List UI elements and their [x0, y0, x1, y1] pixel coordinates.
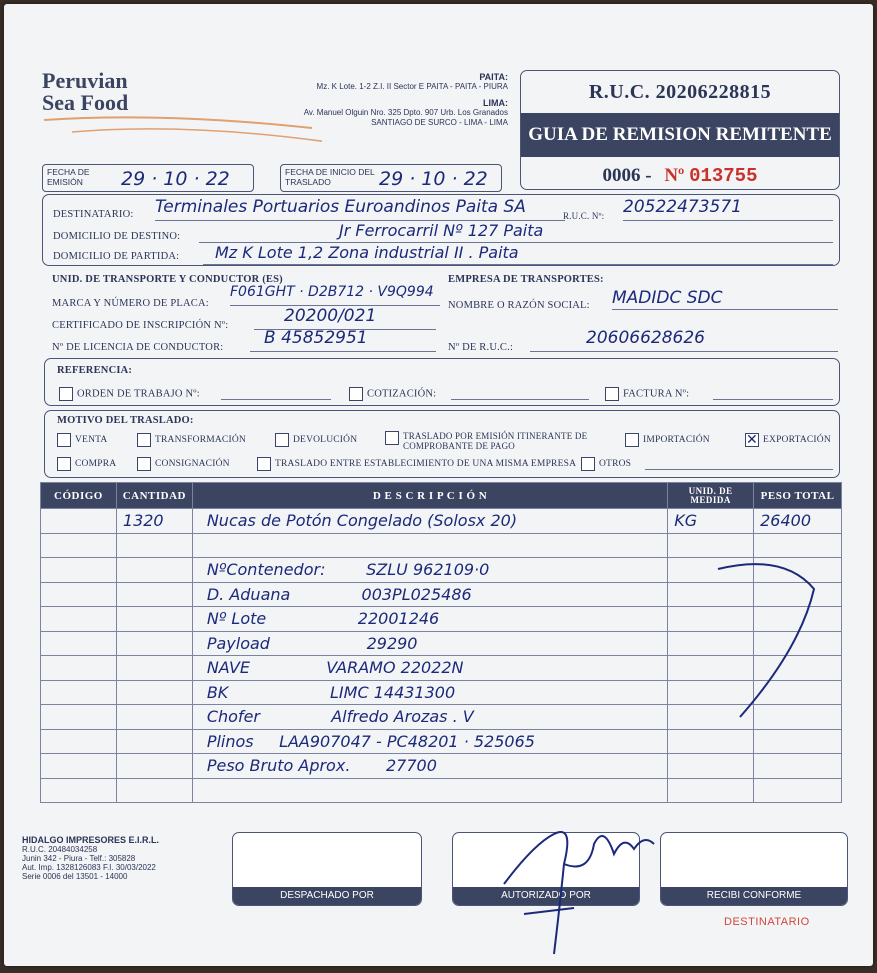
cell-desc: Payload 29290	[192, 631, 667, 656]
motive-consignacion[interactable]	[137, 457, 230, 471]
consignacion-label: CONSIGNACIÓN	[155, 459, 230, 470]
cell-unit: KG	[668, 509, 754, 534]
importacion-label: IMPORTACIÓN	[643, 435, 710, 446]
doc-title: GUIA DE REMISION REMITENTE	[521, 113, 839, 157]
dispatched-label: DESPACHADO POR	[233, 887, 421, 905]
authorized-label: AUTORIZADO POR	[453, 887, 639, 905]
order-line	[221, 399, 331, 400]
col-unit: UNID. DE MEDIDA	[668, 483, 754, 509]
consignacion-checkbox[interactable]	[137, 457, 151, 471]
cell-code	[41, 607, 117, 632]
doc-number-row	[521, 165, 839, 187]
cell-qty	[116, 754, 192, 779]
cert-label: CERTIFICADO DE INSCRIPCIÓN Nº:	[52, 320, 229, 331]
cell-unit	[668, 533, 754, 558]
cell-code	[41, 631, 117, 656]
quote-label: COTIZACIÓN:	[367, 388, 437, 400]
quote-line	[451, 399, 589, 400]
venta-checkbox[interactable]	[57, 433, 71, 447]
dest-label: DESTINATARIO:	[53, 209, 134, 220]
received-label: RECIBI CONFORME	[661, 887, 847, 905]
table-row	[41, 509, 842, 534]
motive-section	[44, 410, 840, 478]
cert-value: 20200/021	[254, 306, 436, 330]
reference-section	[44, 358, 840, 406]
transformacion-checkbox[interactable]	[137, 433, 151, 447]
cell-desc: Plinos LAA907047 - PC48201 · 525065	[192, 729, 667, 754]
otros-label: OTROS	[599, 459, 632, 470]
motive-venta[interactable]	[57, 433, 107, 447]
invoice-line	[713, 399, 833, 400]
start-date-value: 29 · 10 · 22	[379, 168, 488, 190]
cell-unit	[668, 729, 754, 754]
cell-qty	[116, 558, 192, 583]
quote-field[interactable]	[349, 387, 436, 401]
motive-transformacion[interactable]	[137, 433, 246, 447]
printer-aut: Aut. Imp. 1328126083 F.I. 30/03/2022	[22, 863, 156, 872]
lima-address2: SANTIAGO DE SURCO - LIMA - LIMA	[371, 118, 508, 127]
cell-desc	[192, 533, 667, 558]
cell-unit	[668, 778, 754, 803]
cell-desc	[192, 778, 667, 803]
devolucion-checkbox[interactable]	[275, 433, 289, 447]
origin-value: Mz K Lote 1,2 Zona industrial II . Paita	[203, 243, 833, 265]
invoice-field[interactable]	[605, 387, 689, 401]
mismo-checkbox[interactable]	[257, 457, 271, 471]
table-row	[41, 754, 842, 779]
plate-label: MARCA Y NÚMERO DE PLACA:	[52, 298, 209, 309]
printer-name: HIDALGO IMPRESORES E.I.R.L.	[22, 835, 160, 845]
ruc-box	[520, 70, 840, 190]
col-qty: CANTIDAD	[116, 483, 192, 509]
order-field[interactable]	[59, 387, 200, 401]
lima-address1: Av. Manuel Olguin Nro. 325 Dpto. 907 Urb. Los Granados	[303, 108, 508, 117]
table-row	[41, 729, 842, 754]
printer-info	[22, 836, 159, 881]
mismo-label: TRASLADO ENTRE ESTABLECIMIENTO DE UNA MISMA EMPRESA	[275, 459, 577, 470]
copy-label: DESTINATARIO	[724, 916, 810, 928]
dest-value: Terminales Portuarios Euroandinos Paita SA	[155, 197, 565, 221]
cell-qty	[116, 680, 192, 705]
table-row	[41, 778, 842, 803]
cell-code	[41, 558, 117, 583]
cell-qty	[116, 607, 192, 632]
cell-desc: BK LIMC 14431300	[192, 680, 667, 705]
motive-otros[interactable]	[581, 457, 631, 471]
dest-ruc-value: 20522473571	[623, 197, 833, 221]
start-date-label: FECHA DE INICIO DEL TRASLADO	[285, 167, 375, 187]
cell-weight	[754, 729, 842, 754]
cell-desc: Nucas de Potón Congelado (Solosx 20)	[192, 509, 667, 534]
cell-desc: Nº Lote 22001246	[192, 607, 667, 632]
carrier-ruc-label: Nº DE R.U.C.:	[448, 342, 514, 353]
reference-title: REFERENCIA:	[57, 365, 133, 376]
motive-itinerante[interactable]	[385, 431, 613, 451]
ruc-number: R.U.C. 20206228815	[588, 81, 772, 103]
otros-line	[645, 469, 833, 470]
invoice-checkbox[interactable]	[605, 387, 619, 401]
printer-address: Junin 342 - Piura - Telf.: 305828	[22, 854, 136, 863]
received-box[interactable]	[660, 832, 848, 906]
cell-code	[41, 582, 117, 607]
motive-devolucion[interactable]	[275, 433, 357, 447]
cell-code	[41, 778, 117, 803]
devolucion-label: DEVOLUCIÓN	[293, 435, 358, 446]
doc-number-prefix: Nº	[664, 165, 685, 186]
transport-company-title: EMPRESA DE TRANSPORTES:	[448, 274, 604, 285]
order-label: ORDEN DE TRABAJO Nº:	[77, 388, 200, 400]
license-value: B 45852951	[250, 328, 436, 352]
cell-weight: 26400	[754, 509, 842, 534]
importacion-checkbox[interactable]	[625, 433, 639, 447]
itinerante-label: TRASLADO POR EMISIÓN ITINERANTE DE COMPROBANTE DE PAGO	[403, 431, 588, 451]
cell-weight	[754, 533, 842, 558]
cell-qty	[116, 631, 192, 656]
doc-series: 0006 -	[602, 165, 652, 186]
cell-code	[41, 729, 117, 754]
cell-weight	[754, 778, 842, 803]
carrier-ruc-value: 20606628626	[530, 328, 838, 352]
exportacion-checkbox[interactable]	[745, 433, 759, 447]
transformacion-label: TRANSFORMACIÓN	[155, 435, 246, 446]
cell-weight	[754, 754, 842, 779]
motive-exportacion[interactable]	[745, 433, 831, 447]
dispatched-box[interactable]	[232, 832, 422, 906]
exportacion-label: EXPORTACIÓN	[763, 435, 831, 446]
check-mark-stroke-icon	[704, 559, 824, 729]
invoice-label: FACTURA Nº:	[623, 388, 690, 400]
transport-section	[50, 272, 840, 358]
paita-label: PAITA:	[479, 72, 508, 82]
license-label: Nº DE LICENCIA DE CONDUCTOR:	[52, 342, 224, 353]
cell-code	[41, 705, 117, 730]
cell-code	[41, 754, 117, 779]
lima-label: LIMA:	[483, 98, 508, 108]
cell-qty	[116, 582, 192, 607]
start-date-box	[280, 164, 502, 192]
handwritten-signature	[494, 804, 674, 964]
document-sheet	[4, 4, 873, 966]
emission-date-box	[42, 164, 254, 192]
table-row	[41, 533, 842, 558]
origin-label: DOMICILIO DE PARTIDA:	[53, 251, 180, 262]
dest-address-label: DOMICILIO DE DESTINO:	[53, 231, 181, 242]
otros-checkbox[interactable]	[581, 457, 595, 471]
dest-address-value: Jr Ferrocarril Nº 127 Paita	[199, 221, 833, 243]
cell-desc: Chofer Alfredo Arozas . V	[192, 705, 667, 730]
transport-unit-title: UNID. DE TRANSPORTE Y CONDUCTOR (ES)	[52, 274, 283, 285]
cell-qty	[116, 705, 192, 730]
printer-ruc: R.U.C. 20484034258	[22, 845, 98, 854]
col-code: CÓDIGO	[41, 483, 117, 509]
order-checkbox[interactable]	[59, 387, 73, 401]
cell-unit	[668, 754, 754, 779]
cell-desc: NAVE VARAMO 22022N	[192, 656, 667, 681]
cell-code	[41, 656, 117, 681]
plate-value: F061GHT · D2B712 · V9Q994	[230, 284, 440, 306]
paita-address: Mz. K Lote. 1-2 Z.I. II Sector E PAITA - PAITA - PIURA	[316, 82, 508, 91]
items-header-row	[41, 483, 842, 509]
cell-code	[41, 509, 117, 534]
cell-qty	[116, 729, 192, 754]
cell-desc: Peso Bruto Aprox. 27700	[192, 754, 667, 779]
recipient-section	[42, 194, 840, 266]
motive-importacion[interactable]	[625, 433, 710, 447]
carrier-name-value: MADIDC SDC	[612, 288, 838, 310]
logo-line2: Sea Food	[42, 90, 129, 115]
compra-checkbox[interactable]	[57, 457, 71, 471]
company-logo	[42, 70, 128, 114]
dest-ruc-label: R.U.C. Nº:	[563, 211, 605, 221]
doc-number: 013755	[689, 165, 758, 187]
company-addresses	[254, 72, 508, 128]
quote-checkbox[interactable]	[349, 387, 363, 401]
cell-qty	[116, 533, 192, 558]
motive-mismo[interactable]	[257, 457, 576, 471]
venta-label: VENTA	[75, 435, 108, 446]
cell-desc: D. Aduana 003PL025486	[192, 582, 667, 607]
emission-date-value: 29 · 10 · 22	[121, 168, 230, 190]
cell-code	[41, 680, 117, 705]
printer-serie: Serie 0006 del 13501 - 14000	[22, 872, 128, 881]
cell-code	[41, 533, 117, 558]
itinerante-checkbox[interactable]	[385, 431, 399, 445]
logo-line1: Peruvian	[42, 68, 128, 93]
cell-qty	[116, 778, 192, 803]
compra-label: COMPRA	[75, 459, 117, 470]
cell-qty	[116, 656, 192, 681]
emission-date-label: FECHA DE EMISIÓN	[47, 167, 90, 187]
carrier-name-label: NOMBRE O RAZÓN SOCIAL:	[448, 300, 590, 311]
motive-title: MOTIVO DEL TRASLADO:	[57, 415, 194, 426]
col-weight: PESO TOTAL	[754, 483, 842, 509]
cell-qty: 1320	[116, 509, 192, 534]
cell-desc: NºContenedor: SZLU 962109·0	[192, 558, 667, 583]
motive-compra[interactable]	[57, 457, 116, 471]
col-desc: D E S C R I P C I Ó N	[192, 483, 667, 509]
